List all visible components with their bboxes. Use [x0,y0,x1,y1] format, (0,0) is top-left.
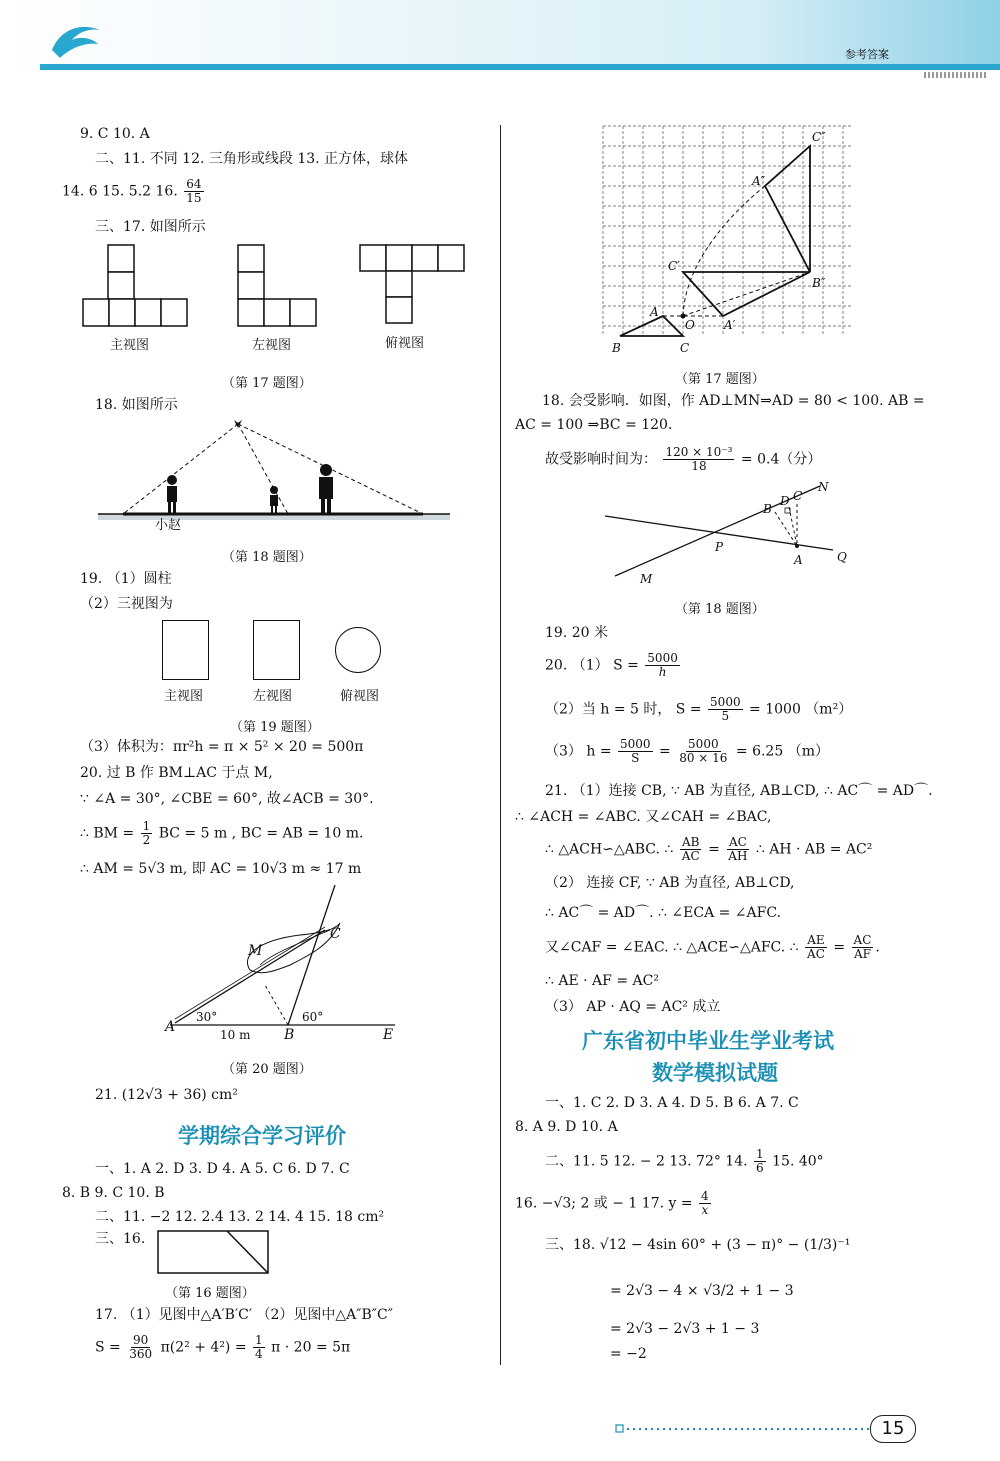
figure-label: 60° [302,1010,324,1024]
figure-caption: （第 19 题图） [230,720,320,735]
figure-label: N [818,480,829,494]
figure-label: B [284,1027,295,1043]
answer-line: （3）体积为：πr²h = π × 5² × 20 = 500π [80,739,364,755]
figure-label: 小赵 [155,518,182,533]
figure-caption: （第 17 题图） [675,372,765,387]
answer-line: 17. （1）见图中△A′B′C′ （2）见图中△A″B″C″ [95,1307,393,1323]
figure-label: Q [837,550,847,564]
figure-label: C [793,489,803,503]
answer-line: 三、18. √12 − 4sin 60° + (3 − π)° − (1/3)⁻¹ [545,1237,851,1253]
figure-caption: （第 16 题图） [165,1286,255,1301]
answer-line: ∴ ∠ACH = ∠ABC. 又∠CAH = ∠BAC, [515,809,772,825]
figure-label: M [640,572,653,586]
section-heading: 学期综合学习评价 [178,1124,346,1148]
lines-figure [605,478,845,578]
figure-label: 30° [196,1010,218,1024]
view-label: 主视图 [164,689,204,704]
answer-line: ∴ AM = 5√3 m, 即 AC = 10√3 m ≈ 17 m [80,861,362,877]
three-views-figure [80,245,480,335]
figure-caption: （第 18 题图） [675,602,765,617]
answer-line: ∴ BM = $\frac{1}{2}$ BC = 5 m , BC = AB = 10 m. [80,819,364,847]
figure-label: C [680,341,690,355]
figure-label: A [794,553,803,567]
answer-line: ∴ AE · AF = AC² [545,973,659,989]
figure-label: C′ [668,259,680,273]
answer-line: = 2√3 − 2√3 + 1 − 3 [610,1321,760,1337]
answer-line: 故受影响时间为： $\frac{\text{120 × 10⁻³}}{18}$ = 0.4（分） [545,445,822,473]
view-label: 俯视图 [385,336,425,351]
header-title: 参考答案 [845,48,889,61]
view-label: 左视图 [253,689,293,704]
answer-line: ∴ AC⌒ = AD⌒. ∴ ∠ECA = ∠AFC. [545,905,782,921]
section-heading: 数学模拟试题 [652,1061,778,1085]
answer-line: （2）三视图为 [80,596,173,612]
header-decoration [0,0,1000,80]
answer-line: 21. (12√3 + 36) cm² [95,1087,238,1103]
answer-line: 18. 如图所示 [95,397,178,413]
answer-line: 21. （1）连接 CB, ∵ AB 为直径, AB⊥CD, ∴ AC⌒ = AD⌒. [545,783,933,799]
figure-label: B″ [812,276,826,290]
answer-line: （2）当 h = 5 时， S = $\frac{5000}{5}$ = 1000 （m²） [545,695,853,723]
answer-line: 8. A 9. D 10. A [515,1119,618,1135]
answer-line: 三、16. [95,1231,146,1247]
answer-line: AC = 100 ⇒BC = 120. [515,417,673,433]
answer-line: 9. C 10. A [80,126,150,142]
figure-label: C [330,926,341,942]
answer-line: 一、1. A 2. D 3. D 4. A 5. C 6. D 7. C [95,1161,350,1177]
answer-line: 19. （1）圆柱 [80,571,172,587]
answer-line: （3） h = $\frac{5000}{S}$ = $\frac{5000}{80 \times 16}$ = 6.25 （m） [545,737,829,765]
answer-line: 二、11. −2 12. 2.4 13. 2 14. 4 15. 18 cm² [95,1209,385,1225]
header-band [0,0,1000,80]
answer-line: 19. 20 米 [545,625,608,641]
page-number-badge [870,1415,916,1443]
answer-line: 20. 过 B 作 BM⊥AC 于点 M, [80,765,273,781]
answer-line: （3） AP · AQ = AC² 成立 [545,999,721,1015]
footer-dotted-line [615,1424,885,1436]
answer-line: 20. （1） S = $\frac{5000}{h}$ [545,651,678,679]
figure-label: A′ [724,318,736,332]
rectangle-figure [157,1230,272,1275]
view-label: 俯视图 [340,689,380,704]
answer-line: ∴ △ACH∽△ABC. ∴ $\frac{AB}{AC}$ = $\frac{AC}{AH}$ ∴ AH · AB = AC² [545,835,873,863]
figure-label: A [165,1019,176,1035]
page-number: 15 [881,1418,905,1439]
figure-label: B [763,502,772,516]
answer-line: 又∠CAF = ∠EAC. ∴ △ACE∽△AFC. ∴ $\frac{AE}{AC}$ = $\frac{AC}{AF}$ . [545,933,880,961]
figure-caption: （第 18 题图） [222,550,312,565]
figure-caption: （第 17 题图） [222,376,312,391]
answer-line: ∵ ∠A = 30°, ∠CBE = 60°, 故∠ACB = 30°. [80,791,374,807]
figure-label: E [383,1027,394,1043]
figure-label: O [685,318,695,332]
figure-label: 10 m [220,1028,251,1042]
answer-line: 二、11. 不同 12. 三角形或线段 13. 正方体，球体 [95,151,409,167]
answer-line: = 2√3 − 4 × √3/2 + 1 − 3 [610,1283,794,1299]
figure-label: C″ [812,130,826,144]
answer-line: S = $\frac{90}{360}$ π(2² + 4²) = $\frac{1}{4}$ π · 20 = 5π [95,1333,351,1361]
answer-line: 一、1. C 2. D 3. A 4. D 5. B 6. A 7. C [545,1095,799,1111]
answer-line: = −2 [610,1346,647,1362]
figure-label: D [780,494,790,508]
answer-line: 8. B 9. C 10. B [62,1185,165,1201]
figure-label: B [612,341,621,355]
figure-caption: （第 20 题图） [222,1062,312,1077]
answer-line: 二、11. 5 12. − 2 13. 72° 14. $\frac{1}{6}$ 15. 40° [545,1147,824,1175]
view-label: 主视图 [110,338,150,353]
answer-line: 14. 6 15. 5.2 16. $\frac{64}{15}$ [62,177,202,205]
shadow-figure [98,418,458,528]
answer-line: （2） 连接 CF, ∵ AB 为直径, AB⊥CD, [545,875,795,891]
answer-line: 18. 会受影响．如图，作 AD⊥MN⇒AD = 80 < 100. AB = [542,393,925,409]
view-label: 左视图 [252,338,292,353]
figure-label: A [650,305,659,319]
column-divider [500,125,501,1365]
figure-label: M [248,943,263,959]
section-heading: 广东省初中毕业生学业考试 [582,1029,834,1053]
front-view-rect [162,620,209,680]
side-view-rect [253,620,300,680]
figure-label: P [715,540,724,554]
answer-line: 三、17. 如图所示 [95,219,206,235]
answer-line: 16. −√3; 2 或 − 1 17. y = $\frac{4}{x}$ [515,1189,709,1217]
figure-label: A″ [752,174,766,188]
top-view-circle [335,627,381,673]
